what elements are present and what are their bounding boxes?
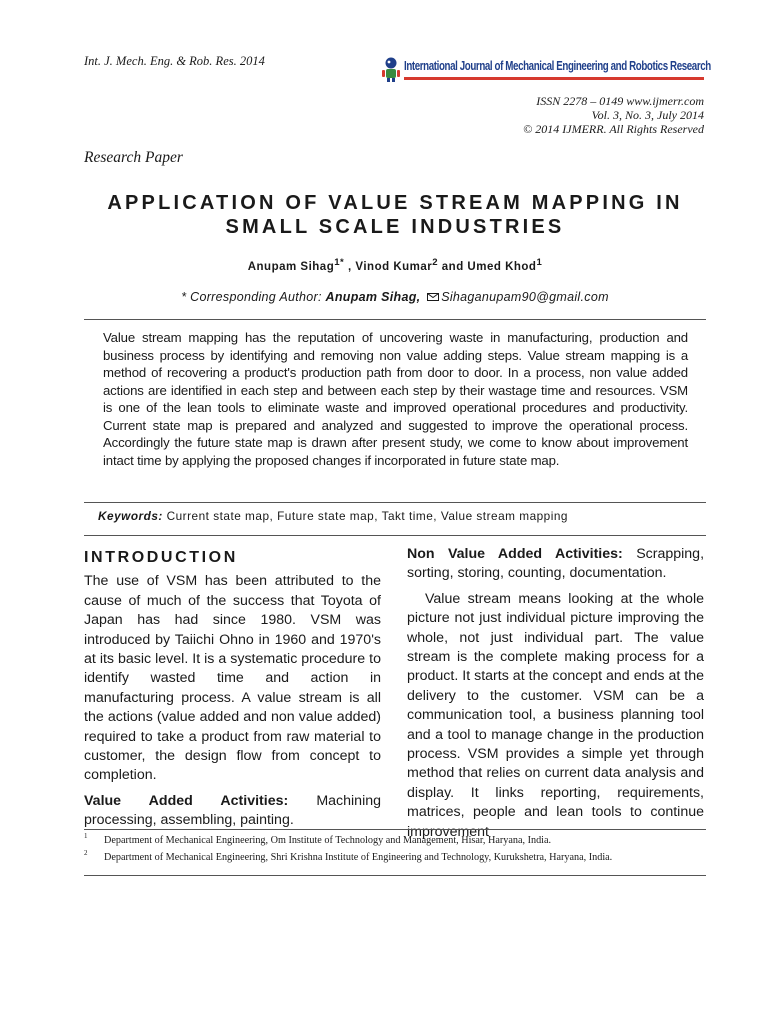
value-added-paragraph	[84, 792, 381, 831]
value-stream-paragraph: Value stream means looking at the whole picture not just individual picture improving the whole, not just individual part. The value stream is the complete making process for a product. It starts at the concept and ends at the delivery to the customer. VSM can be a communication tool, a business planning tool and a tool to manage change in the production process. VSM provides a simple yet through method that relies on current data analysis and display. It links reporting, requirements, matrices, people and lean tools to continue improvement	[407, 590, 704, 840]
left-column	[84, 545, 381, 831]
footnote-rule	[84, 829, 706, 830]
abstract: Value stream mapping has the reputation of uncovering waste in manufacturing, production and business process by identifying and removing non value adding steps. Value stream mapping is a method of recovering a product's production path from door to door. In a process, non value added actions are identified in each step and between each step by their wastage time and resources. VSM is one of the lean tools to eliminate waste and improved operational procedures and productivity. Current state map is prepared and analyzed and suggested to improve the operational process. Accordingly the future state map is drawn after present study, we come to know about improvement intact time by applying the proposed changes if incorporated in future state map.	[103, 330, 688, 468]
journal-robot-logo-icon	[380, 55, 402, 83]
footnote-text: Department of Mechanical Engineering, Om Institute of Technology and Management, Hisar, Haryana, India.	[104, 835, 552, 846]
footnote-mark: 1	[84, 832, 88, 840]
page-bottom-rule	[84, 875, 706, 876]
author-affiliation-mark: 1*	[334, 257, 345, 268]
paper-type: Research Paper	[84, 149, 183, 166]
footnote-text: Department of Mechanical Engineering, Shri Krishna Institute of Engineering and Technology, Kurukshetra, Haryana, India.	[104, 852, 613, 863]
section-heading: INTRODUCTION	[84, 549, 238, 566]
non-value-added-label: Non Value Added Activities:	[407, 546, 623, 562]
value-added-label: Value Added Activities:	[84, 792, 289, 809]
author-name: Anupam Sihag	[247, 260, 335, 273]
keywords	[98, 509, 568, 523]
corresponding-email[interactable]: Sihaganupam90@gmail.com	[441, 290, 609, 304]
value-added-text: Machining processing, assembling, painting.	[84, 792, 381, 829]
logo-underline	[404, 77, 704, 80]
footnote-mark: 2	[84, 849, 88, 857]
abstract-top-rule	[84, 319, 706, 320]
abstract-bottom-rule	[84, 502, 706, 503]
paper-title: APPLICATION OF VALUE STREAM MAPPING IN SMALL SCALE INDUSTRIES	[107, 192, 683, 238]
journal-logo	[380, 55, 711, 85]
author-name: Umed Khod	[467, 260, 537, 273]
copyright-line: © 2014 IJMERR. All Rights Reserved	[523, 122, 704, 136]
corresponding-name: Anupam Sihag,	[325, 290, 421, 304]
volume-line: Vol. 3, No. 3, July 2014	[591, 108, 704, 122]
corresponding-label: * Corresponding Author:	[181, 290, 322, 304]
journal-name: International Journal of Mechanical Engineering and Robotics Research	[404, 59, 711, 73]
author-affiliation-mark: 1	[536, 257, 543, 268]
author-list	[80, 257, 710, 273]
keywords-label: Keywords:	[98, 509, 163, 523]
non-value-added-text: Scrapping, sorting, storing, counting, documentation.	[407, 546, 705, 582]
author-name: Vinod Kumar	[355, 260, 433, 273]
author-separator: ,	[348, 260, 356, 273]
issn-line: ISSN 2278 – 0149 www.ijmerr.com	[536, 94, 704, 108]
keywords-text: Current state map, Future state map, Takt time, Value stream mapping	[166, 509, 568, 523]
author-separator: and	[441, 260, 468, 273]
keywords-bottom-rule	[84, 535, 706, 536]
right-column	[407, 545, 704, 842]
intro-paragraph: The use of VSM has been attributed to the cause of much of the success that Toyota of Japan has had since 1980. VSM was introduced by Taiichi Ohno in 1960 and 1970's at its basic level. It is a systematic procedure to identify wasted time and action in manufacturing process. A value stream is all the actions (value added and non value added) required to take a product from raw material to customer, the design flow from concept to completion.	[84, 573, 381, 784]
non-value-added-paragraph	[407, 545, 704, 584]
corresponding-author	[80, 290, 710, 304]
author-affiliation-mark: 2	[432, 257, 439, 268]
envelope-icon	[427, 293, 439, 301]
journal-reference: Int. J. Mech. Eng. & Rob. Res. 2014	[84, 54, 265, 68]
